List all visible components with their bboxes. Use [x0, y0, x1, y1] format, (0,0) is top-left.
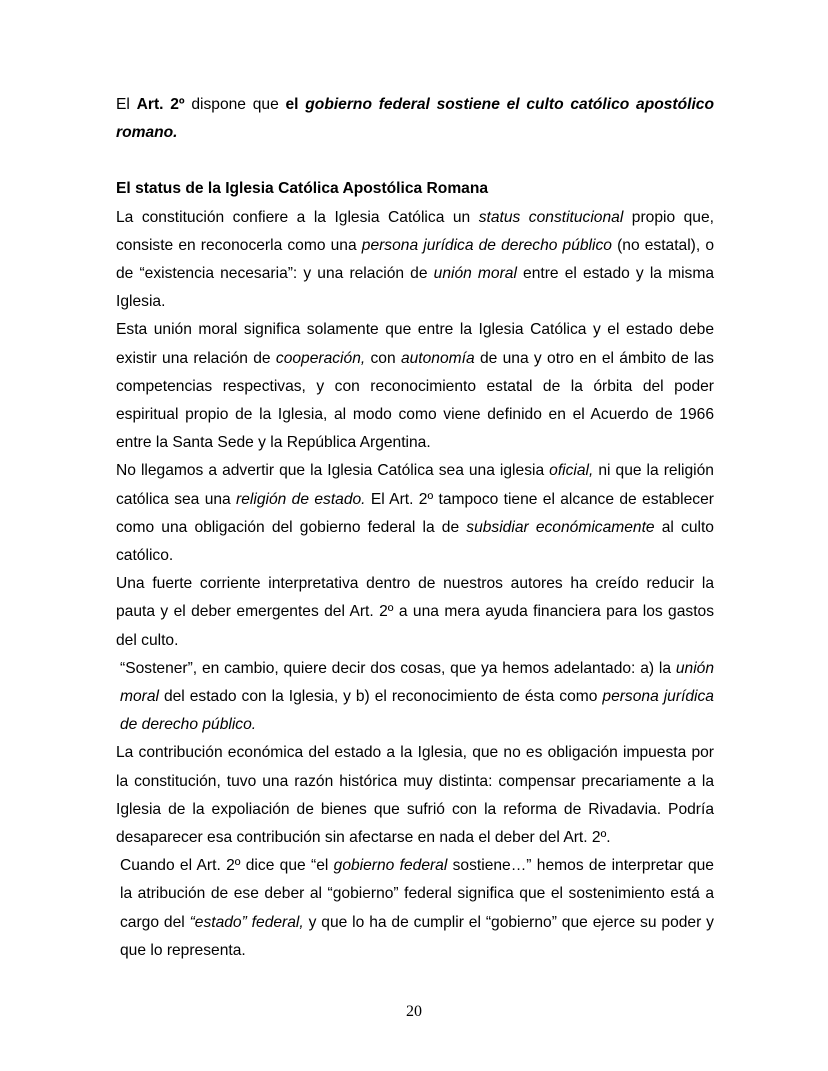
- section-heading: El status de la Iglesia Católica Apostólica Romana: [116, 180, 489, 198]
- page-body: [116, 91, 714, 965]
- italic-run: unión moral: [433, 265, 517, 283]
- text-run: entre el estado y la misma Iglesia.: [116, 265, 714, 311]
- italic-run: unión moral: [120, 659, 714, 706]
- text-run: al culto católico.: [116, 518, 714, 565]
- text-run: y que lo ha de cumplir el “gobierno” que ejerce su poder y que lo representa.: [120, 913, 714, 959]
- italic-run: gobierno federal: [333, 857, 448, 875]
- intro-bold-article: Art. 2º: [136, 96, 185, 113]
- intro-bold-italic-text: gobierno federal sostiene el culto católico apostólico romano.: [116, 96, 715, 142]
- text-run: con: [365, 349, 401, 367]
- text-run: “Sostener”, en cambio, quiere decir dos cosas, que ya hemos adelantado: a) la: [120, 659, 676, 677]
- paragraph-contribucion: La contribución económica del estado a la Iglesia, que no es obligación impuesta por la constitución, tuvo una razón histórica muy distinta: compensar precariamente a la Iglesia de la expoliación de bienes que sufrió con la reforma de Rivadavia. Podría desaparecer esa contribución sin afectarse en nada el deber del Art. 2º.: [116, 744, 714, 847]
- paragraph-sostener: [116, 655, 714, 740]
- italic-run: cooperación,: [275, 349, 366, 367]
- page-number: 20: [406, 1003, 422, 1020]
- text-run: (no estatal), o de “existencia necesaria”: y una relación de: [116, 236, 714, 283]
- italic-run: “estado” federal,: [189, 913, 304, 931]
- paragraph-union-moral: [116, 316, 714, 457]
- paragraph-status: [116, 204, 714, 317]
- italic-run: religión de estado.: [236, 490, 366, 508]
- italic-run: persona jurídica de derecho público: [361, 236, 612, 254]
- paragraph-iglesia-oficial: [116, 457, 714, 570]
- italic-run: persona jurídica de derecho público.: [120, 688, 714, 734]
- text-run: El Art. 2º tampoco tiene el alcance de establecer como una obligación del gobierno federal la de: [116, 490, 714, 536]
- paragraph-corriente: Una fuerte corriente interpretativa dentro de nuestros autores ha creído reducir la pauta y el deber emergentes del Art. 2º a una mera ayuda financiera para los gastos del culto.: [116, 575, 714, 649]
- italic-run: autonomía: [400, 349, 475, 367]
- text-run: La constitución confiere a la Iglesia Católica un: [116, 208, 479, 226]
- text-run: propio que, consiste en reconocerla como una: [116, 208, 714, 254]
- italic-run: oficial,: [549, 462, 594, 480]
- intro-bold-text: el: [285, 96, 306, 113]
- paragraph-gobierno-federal: [116, 852, 714, 965]
- italic-run: subsidiar económicamente: [466, 518, 655, 536]
- intro-text: El: [116, 96, 137, 113]
- text-run: Esta unión moral significa solamente que entre la Iglesia Católica y el estado debe existir una relación de: [116, 321, 714, 367]
- text-run: Cuando el Art. 2º dice que “el: [120, 857, 334, 875]
- text-run: del estado con la Iglesia, y b) el reconocimiento de ésta como: [159, 688, 603, 706]
- intro-text: dispone que: [184, 96, 286, 113]
- text-run: No llegamos a advertir que la Iglesia Católica sea una iglesia: [116, 462, 550, 480]
- text-run: de una y otro en el ámbito de las competencias respectivas, y con reconocimiento estatal de la órbita del poder espiritual propio de la Iglesia, al modo como viene definido en el Acuerdo de 1966 entre la Santa Sede y la República Argentina.: [116, 349, 714, 452]
- text-run: ni que la religión católica sea una: [116, 462, 714, 508]
- intro-paragraph: [116, 91, 714, 147]
- italic-run: status constitucional: [478, 208, 624, 226]
- text-run: sostiene…” hemos de interpretar que la atribución de ese deber al “gobierno” federal significa que el sostenimiento está a cargo del: [120, 857, 714, 931]
